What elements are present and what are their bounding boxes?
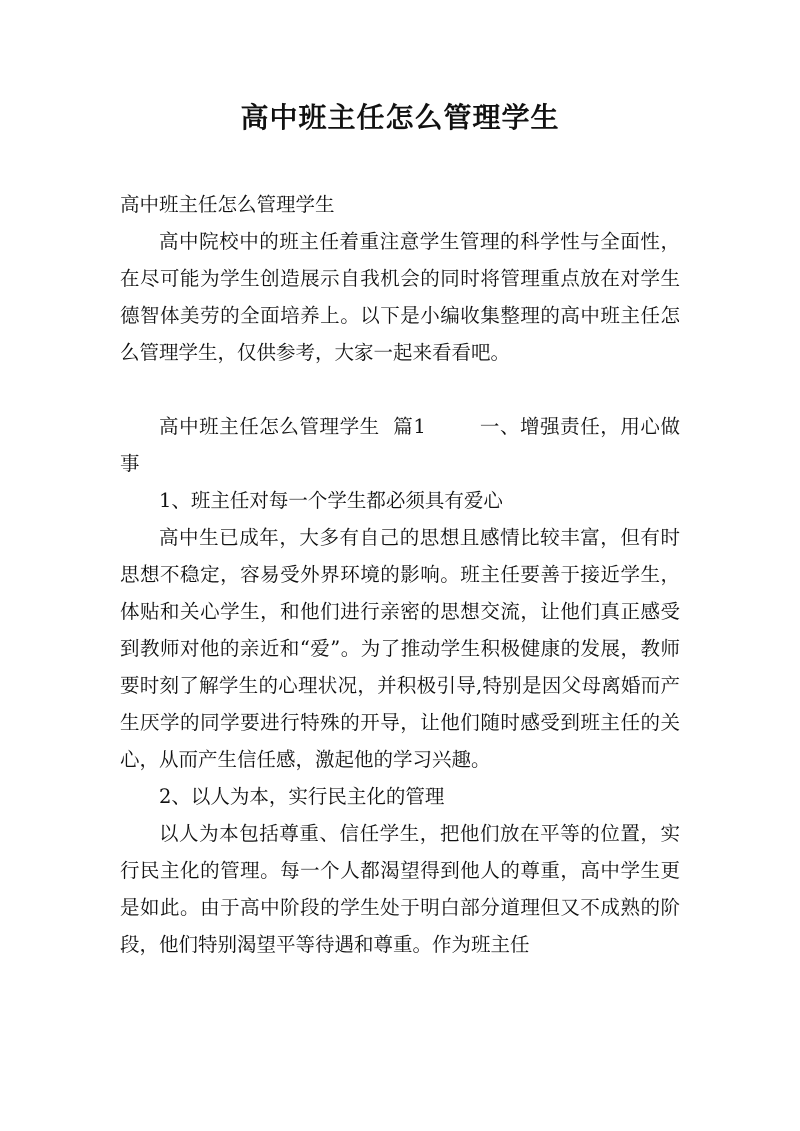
- point-heading-1: 1、班主任对每一个学生都必须具有爱心: [159, 489, 503, 512]
- section-heading: [120, 408, 680, 482]
- document-body: [120, 186, 680, 963]
- point-paragraph-1: 高中生已成年，大多有自己的思想且感情比较丰富，但有时思想不稳定，容易受外界环境的影响。班主任要善于接近学生，体贴和关心学生，和他们进行亲密的思想交流，让他们真正感受到教师对他的亲近和“爱”。为了推动学生积极健康的发展，教师要时刻了解学生的心理状况，并积极引导,特别是因父母离婚而产生厌学的同学要进行特殊的开导，让他们随时感受到班主任的关心，从而产生信任感，激起他的学习兴趣。: [120, 526, 680, 771]
- heading-spacer: [426, 415, 480, 438]
- section-title: 高中班主任怎么管理学生 篇1: [159, 415, 426, 438]
- intro-paragraph: 高中院校中的班主任着重注意学生管理的科学性与全面性，在尽可能为学生创造展示自我机会的同时将管理重点放在对学生德智体美劳的全面培养上。以下是小编收集整理的高中班主任怎么管理学生，仅供参考，大家一起来看看吧。: [120, 230, 680, 364]
- blank-line: [120, 371, 680, 408]
- subtitle-line: 高中班主任怎么管理学生: [120, 193, 335, 216]
- point-heading-2: 2、以人为本，实行民主化的管理: [159, 785, 445, 808]
- document-title: 高中班主任怎么管理学生: [240, 101, 560, 134]
- point-paragraph-2: 以人为本包括尊重、信任学生，把他们放在平等的位置，实行民主化的管理。每一个人都渴望得到他人的尊重，高中学生更是如此。由于高中阶段的学生处于明白部分道理但又不成熟的阶段，他们特别渴望平等待遇和尊重。作为班主任: [120, 822, 680, 956]
- subsection-heading: 一、增强责任，用心做事: [120, 415, 680, 475]
